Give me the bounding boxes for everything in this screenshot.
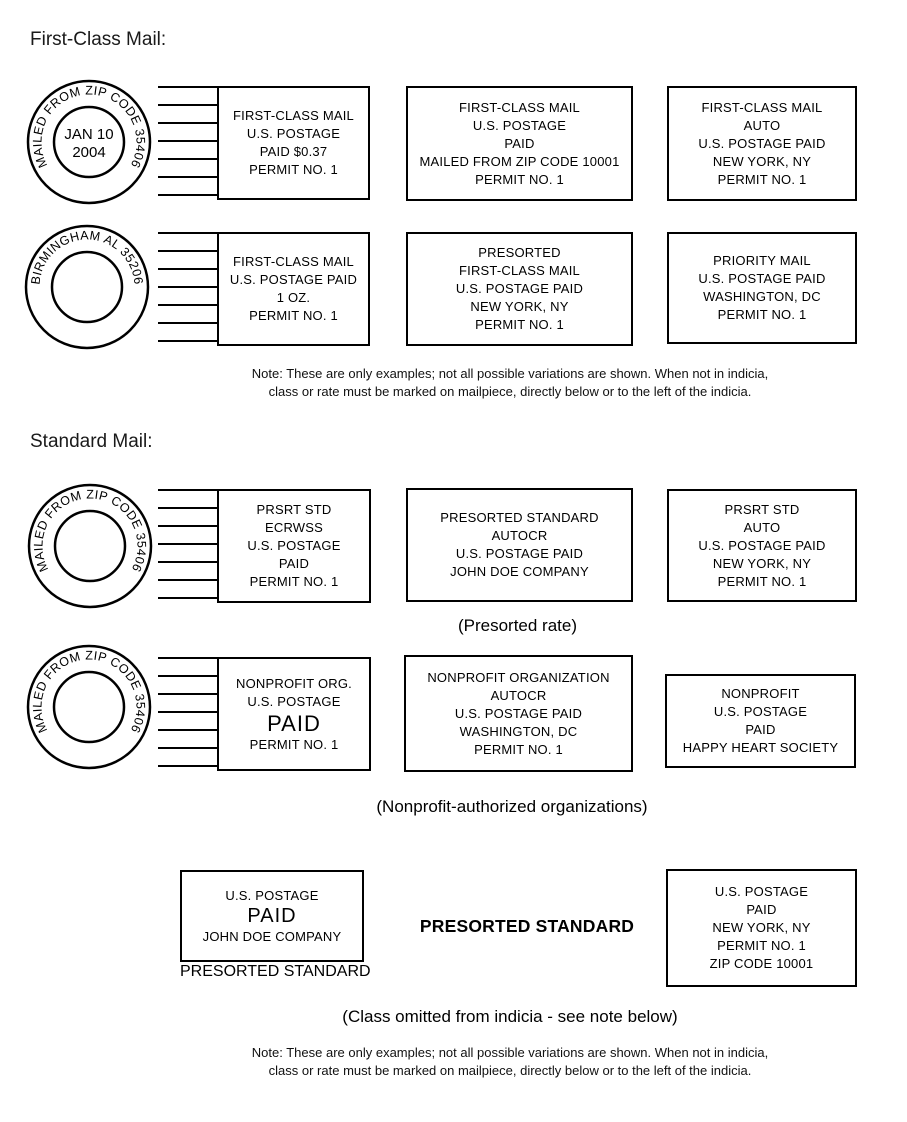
indicia-line: PRSRT STD: [256, 502, 332, 517]
indicia-line-paid-large: PAID: [267, 710, 321, 736]
text-presorted-standard-center: PRESORTED STANDARD: [419, 916, 635, 936]
postmark-zip-circle: [26, 482, 154, 610]
indicia-box-nonprofit-organization-autocr: [404, 655, 633, 772]
postmark-zip-circle: [25, 643, 153, 771]
indicia-line: HAPPY HEART SOCIETY: [682, 740, 839, 755]
indicia-box-john-doe-company: [180, 870, 364, 962]
postmark-outer-ring: [26, 226, 148, 348]
indicia-box-priority-mail: [667, 232, 857, 344]
indicia-line: PRSRT STD: [724, 501, 800, 517]
postmark-inner-ring: [52, 252, 122, 322]
indicia-line: NEW YORK, NY: [712, 920, 811, 935]
indicia-box-zip-code-10001: [666, 869, 857, 987]
note-line: Note: These are only examples; not all possible variations are shown. When not in indicia,: [251, 1045, 769, 1060]
first-class-note: [230, 365, 790, 400]
indicia-line: NONPROFIT ORGANIZATION: [427, 669, 610, 685]
section-heading-standard: Standard Mail:: [30, 431, 153, 452]
postmark-date-line1: JAN 10: [64, 126, 114, 143]
indicia-line: PERMIT NO. 1: [249, 308, 338, 323]
indicia-line: PERMIT NO. 1: [717, 573, 807, 589]
postmark-ring-text: BIRMINGHAM AL 35206: [28, 228, 146, 286]
indicia-line: MAILED FROM ZIP CODE 10001: [419, 153, 620, 169]
postmark-ring-text: MAILED FROM ZIP CODE 35406: [31, 487, 149, 575]
indicia-line: PRESORTED STANDARD: [440, 510, 599, 525]
indicia-line: NEW YORK, NY: [712, 153, 812, 169]
indicia-line: PERMIT NO. 1: [475, 317, 564, 332]
indicia-line: JOHN DOE COMPANY: [450, 564, 589, 579]
note-line: class or rate must be marked on mailpiece, directly below or to the left of the indicia.: [268, 383, 752, 399]
postmark-birmingham-circle: [23, 223, 151, 351]
indicia-line: PERMIT NO. 1: [475, 171, 564, 187]
indicia-box-fc-mailed-from-zip: [406, 86, 633, 201]
indicia-line: PERMIT NO. 1: [717, 938, 806, 953]
indicia-line: FIRST-CLASS MAIL: [701, 99, 823, 115]
postmark-inner-ring: [55, 511, 125, 581]
postmark-dated-circle: [25, 78, 153, 206]
indicia-box-fc-auto: [667, 86, 857, 201]
indicia-line: PAID $0.37: [259, 144, 328, 159]
cancellation-bars: [158, 657, 217, 767]
note-line: class or rate must be marked on mailpiece, directly below or to the left of the indicia.: [268, 1062, 752, 1078]
caption-nonprofit-authorized: (Nonprofit-authorized organizations): [376, 797, 648, 816]
indicia-box-prsrt-std-auto: [667, 489, 857, 602]
indicia-line: PAID: [278, 556, 310, 571]
indicia-line: AUTO: [743, 519, 781, 535]
indicia-line: U.S. POSTAGE: [247, 538, 341, 553]
cancellation-bars: [158, 86, 217, 196]
indicia-line: FIRST-CLASS MAIL: [233, 108, 354, 123]
indicia-line: PAID: [504, 135, 535, 151]
indicia-line: AUTOCR: [490, 687, 547, 703]
indicia-line: FIRST-CLASS MAIL: [459, 99, 580, 115]
indicia-line: U.S. POSTAGE: [714, 884, 809, 899]
indicia-line: WASHINGTON, DC: [703, 289, 821, 304]
indicia-line: U.S. POSTAGE PAID: [698, 271, 826, 286]
indicia-line: PAID: [745, 722, 776, 737]
cancellation-bars: [158, 232, 217, 342]
postmark-inner-ring: [54, 672, 124, 742]
indicia-line: WASHINGTON, DC: [459, 723, 578, 739]
indicia-line: PRESORTED: [478, 245, 561, 260]
postmark-outer-ring: [29, 485, 151, 607]
indicia-line: U.S. POSTAGE PAID: [455, 546, 584, 561]
caption-presorted-rate: (Presorted rate): [457, 616, 578, 635]
indicia-line: U.S. POSTAGE PAID: [454, 705, 583, 721]
caption-class-omitted: (Class omitted from indicia - see note below): [342, 1007, 678, 1026]
indicia-line: U.S. POSTAGE: [713, 704, 808, 719]
indicia-box-presorted-fc: [406, 232, 633, 346]
postmark-ring-text: MAILED FROM ZIP CODE 35406: [30, 83, 148, 171]
indicia-box-fc-1oz: [217, 232, 370, 346]
indicia-line: FIRST-CLASS MAIL: [459, 263, 580, 278]
postmark-ring-text: MAILED FROM ZIP CODE 35406: [30, 648, 148, 736]
indicia-line: PERMIT NO. 1: [249, 574, 339, 589]
indicia-line: U.S. POSTAGE PAID: [455, 281, 584, 296]
indicia-line-paid-large: PAID: [247, 904, 297, 927]
indicia-line: PAID: [746, 902, 777, 917]
indicia-line: NEW YORK, NY: [712, 555, 812, 571]
indicia-line: U.S. POSTAGE PAID: [698, 135, 826, 151]
indicia-line: NEW YORK, NY: [470, 299, 569, 314]
indicia-line: AUTO: [743, 117, 781, 133]
standard-mail-note: [230, 1044, 790, 1079]
indicia-line: FIRST-CLASS MAIL: [233, 254, 354, 269]
indicia-line: ECRWSS: [264, 520, 324, 535]
indicia-line: PERMIT NO. 1: [717, 307, 807, 322]
indicia-line: AUTOCR: [491, 528, 548, 543]
indicia-line: PRIORITY MAIL: [713, 253, 811, 268]
indicia-line: U.S. POSTAGE: [247, 693, 341, 709]
indicia-box-nonprofit-happy-heart: [665, 674, 856, 768]
indicia-line: JOHN DOE COMPANY: [202, 928, 342, 944]
indicia-line: ZIP CODE 10001: [709, 956, 814, 971]
cancellation-bars: [158, 489, 217, 599]
indicia-line: PERMIT NO. 1: [474, 741, 563, 757]
indicia-line: U.S. POSTAGE: [225, 887, 319, 903]
indicia-line: U.S. POSTAGE PAID: [698, 537, 826, 553]
indicia-line: PERMIT NO. 1: [249, 736, 339, 752]
label-presorted-standard-below-box: PRESORTED STANDARD: [180, 963, 371, 980]
indicia-line: NONPROFIT ORG.: [236, 675, 352, 691]
indicia-box-fc-paid-037: [217, 86, 370, 200]
indicia-line: U.S. POSTAGE: [246, 126, 341, 141]
indicia-line: PERMIT NO. 1: [717, 171, 807, 187]
indicia-line: U.S. POSTAGE: [472, 117, 567, 133]
svg-text:BIRMINGHAM AL 35206: [28, 228, 145, 285]
postmark-outer-ring: [28, 646, 150, 768]
indicia-box-prsrt-std-ecrwss: [217, 489, 371, 603]
section-heading-first-class: First-Class Mail:: [30, 29, 167, 50]
indicia-line: NONPROFIT: [721, 686, 800, 701]
indicia-line: 1 OZ.: [276, 290, 311, 305]
postmark-date-line2: 2004: [72, 144, 106, 161]
indicia-line: U.S. POSTAGE PAID: [229, 272, 358, 287]
note-line: Note: These are only examples; not all possible variations are shown. When not in indicia,: [251, 366, 769, 381]
indicia-box-presorted-standard-autocr: [406, 488, 633, 602]
indicia-line: PERMIT NO. 1: [249, 162, 338, 177]
indicia-box-nonprofit-org: [217, 657, 371, 771]
